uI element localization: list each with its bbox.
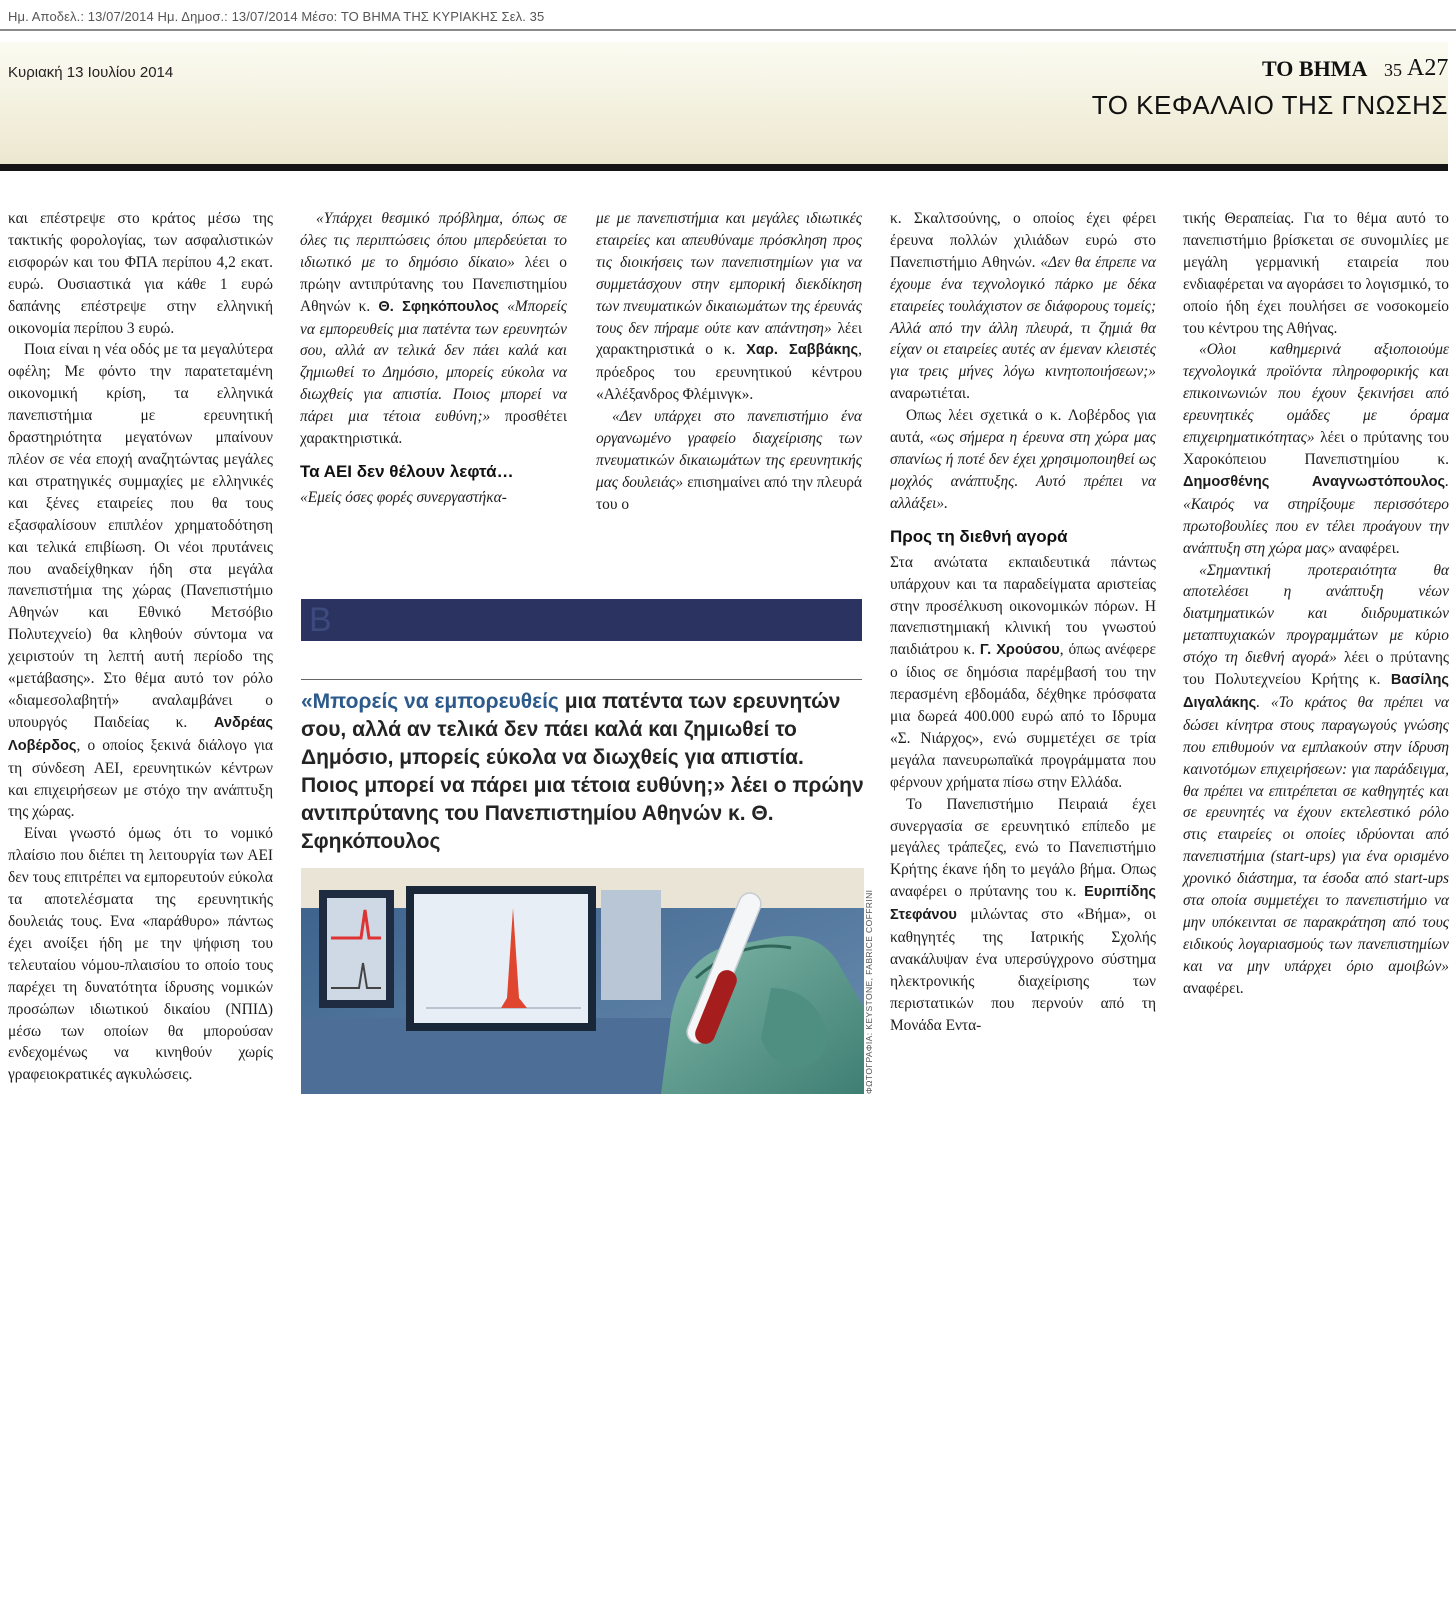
paragraph: «Ολοι καθημερινά αξιοποιούμε τεχνολογικά προϊόντα πληροφορικής και επικοινωνιών που έχουν ξεκινήσει από ερευνητικές ομάδες με όραμα επιχειρηματικότητας» λέει ο πρύτανης του Χαροκόπειου Πανεπιστημίου κ. Δημοσθένης Αναγνωστόπουλος. «Καιρός να στηρίξουμε περισσότερο πρωτοβουλίες που εν τέλει προάγουν την ανάπτυξη στη χώρα μας» αναφέρει. <box>1183 341 1449 557</box>
quote: «Δεν υπάρχει στο πανεπιστήμιο ένα οργανωμένο γραφείο διαχείρισης των πνευματικών δικαιωμάτων της ερευνητικής μας δουλειάς» <box>596 408 862 491</box>
paragraph: Είναι γνωστό όμως ότι το νομικό πλαίσιο που διέπει τη λειτουργία των ΑΕΙ δεν τους επιτρέπει να εμπορευτούν εύκολα τα αποτελέσματα της ερευνητικής δουλειάς τους. Ενα «παράθυρο» πάντως έχει ανοίξει ήδη με την ψήφιση του τελευταίου νόμου-πλαισίου το οποίο τους παρέχει τη δυνατότητα ίδρυσης νομικών προσώπων ιδιωτικού δικαίου (ΝΠΙΔ) μέσω των οποίων θα μπορούσαν ενδεχομένως να κινηθούν χωρίς γραφειοκρατικές αγκυλώσεις. <box>8 825 273 1084</box>
paragraph: τικής Θεραπείας. Για το θέμα αυτό το πανεπιστήμιο βρίσκεται σε συνομιλίες με μεγάλη γερμανική εταιρεία που ενδιαφέρεται να αγοράσει το λογισμικό, το οποίο ήδη έχει πουλήσει σε νοσοκομείο του κέντρου της Αθήνας. <box>1183 210 1449 337</box>
quote: «ως σήμερα η έρευνα στη χώρα μας σπανίως ή ποτέ δεν έχει χρησιμοποιηθεί ως μοχλός ανάπτυξης. Αυτό πρέπει να αλλάξει». <box>890 429 1156 512</box>
subheading: Τα ΑΕΙ δεν θέλουν λεφτά… <box>300 461 514 481</box>
pullquote: «Μπορείς να εμπορευθείς μια πατέντα των ερευνητών σου, αλλά αν τελικά δεν πάει καλά και ζημιωθεί το Δημόσιο, μπορείς εύκολα να διωχθείς για απιστία. Ποιος μπορεί να πάρει μια τέτοια ευθύνη;» λέει ο πρώην αντιπρύτανης του Πανεπιστημίου Αθηνών κ. Θ. Σφηκόπουλος <box>301 690 864 853</box>
section-title: ΤΟ ΚΕΦΑΛΑΙΟ ΤΗΣ ΓΝΩΣΗΣ <box>1091 90 1448 120</box>
issue-date: Κυριακή 13 Ιουλίου 2014 <box>8 64 174 81</box>
newspaper-name: ΤΟ ΒΗΜΑ <box>1262 56 1368 81</box>
person-name: Βασίλης Διγαλάκης <box>1183 672 1449 711</box>
person-name: Θ. Σφηκόπουλος <box>378 298 499 315</box>
quote: «Δεν θα έπρεπε να έχουμε ένα τεχνολογικό πάρκο με δέκα εταιρείες τουλάχιστον σε διάφορους τομείς; Αλλά από την άλλη πλευρά, τι ζημιά θα είχαν οι εταιρείες αυτές αν έμεναν κλειστές για τρεις μήνες λόγω κινητοποιήσεων;» <box>890 253 1156 381</box>
article-column-5 <box>1183 208 1449 1000</box>
quote: «Εμείς όσες φορές συνεργαστήκα- <box>300 488 507 506</box>
paragraph: «Υπάρχει θεσμικό πρόβλημα, όπως σε όλες τις περιπτώσεις όπου μπερδεύεται το ιδιωτικό με το δημόσιο δίκαιο» λέει ο πρώην αντιπρύτανης του Πανεπιστημίου Αθηνών κ. Θ. Σφηκόπουλος «Μπορείς να εμπορευθείς μια πατέντα των ερευνητών σου, αλλά αν τελικά δεν πάει καλά και ζημιωθεί το Δημόσιο, μπορείς εύκολα να διωχθείς για απιστία. Ποιος μπορεί να πάρει μια τέτοια ευθύνη;» προσθέτει χαρακτηριστικά. <box>300 210 567 448</box>
paragraph: κ. Σκαλτσούνης, ο οποίος έχει φέρει έρευνα πολλών χιλιάδων ευρώ στο Πανεπιστήμιο Αθηνών. «Δεν θα έπρεπε να έχουμε ένα τεχνολογικό πάρκο με δέκα εταιρείες τουλάχιστον σε διάφορους τομείς; Αλλά από την άλλη πλευρά, τι ζημιά θα είχαν οι εταιρείες αυτές αν έμεναν κλειστές για τρεις μήνες λόγω κινητοποιήσεων;» αναρωτιέται. <box>890 210 1156 403</box>
paragraph: Στα ανώτατα εκπαιδευτικά πάντως υπάρχουν και τα παραδείγματα αριστείας στην προσέλκυση οικονομικών πόρων. Η πανεπιστημιακή κλινική του γνωστού παιδιάτρου κ. Γ. Χρούσου, όπως ανέφερε ο ίδιος σε δημόσια παρέμβασή του την περασμένη εβδομάδα, δέχθηκε πρόσφατα μια δωρεά 400.000 ευρώ από το Ιδρυμα «Σ. Νιάρχος», ενώ συμμετέχει σε τρία μεγάλα πανευρωπαϊκά προγράμματα που φέρνουν χρήματα πίσω στην Ελλάδα. <box>890 553 1156 791</box>
section-banner <box>301 599 862 641</box>
masthead-rule <box>0 164 1448 171</box>
article-column-1 <box>8 208 273 1086</box>
quote: «Υπάρχει θεσμικό πρόβλημα, όπως σε όλες τις περιπτώσεις όπου μπερδεύεται το ιδιωτικό με το δημόσιο δίκαιο» <box>300 210 567 271</box>
pullquote-highlight: «Μπορείς να εμπορευθείς <box>301 690 559 713</box>
article-column-4 <box>890 208 1156 1037</box>
banner-letter: B <box>309 601 332 639</box>
person-name: Ανδρέας Λοβέρδος <box>8 714 273 754</box>
paragraph: Το Πανεπιστήμιο Πειραιά έχει συνεργασία σε ερευνητικό επίπεδο με μεγάλες τράπεζες, ενώ το Πανεπιστήμιο Κρήτης έκανε ήδη το μεγάλο βήμα. Οπως αναφέρει ο πρύτανης του κ. Ευριπίδης Στεφάνου μιλώντας στο «Βήμα», οι καθηγητές της Ιατρικής Σχολής ανακάλυψαν ένα υπερσύγχρονο σύστημα ηλεκτρονικής διαχείρισης των περιστατικών που περνούν από τη Μονάδα Εντα- <box>890 795 1156 1034</box>
gloved-hand-test-tube-image <box>301 868 864 1094</box>
article-column-2 <box>300 208 567 509</box>
article-column-3 <box>596 208 862 516</box>
pullquote-rule <box>301 679 862 680</box>
quote: «Σημαντική προτεραιότητα θα αποτελέσει η ανάπτυξη νέων διατμηματικών και διιδρυματικών μεταπτυχιακών προγραμμάτων με κύριο στόχο τη διεθνή αγορά» <box>1183 561 1449 667</box>
page-code: A27 <box>1407 55 1449 81</box>
person-name: Γ. Χρούσου <box>979 642 1060 659</box>
paragraph: «Σημαντική προτεραιότητα θα αποτελέσει η ανάπτυξη νέων διατμηματικών και διιδρυματικών μεταπτυχιακών προγραμμάτων με κύριο στόχο τη διεθνή αγορά» λέει ο πρύτανης του Πολυτεχνείου Κρήτης κ. Βασίλης Διγαλάκης. «Το κράτος θα πρέπει να δώσει κίνητρα στους παραγωγούς γνώσης που επιθυμούν να εμπλακούν στην ίδρυση καινοτόμων επιχειρήσεων: για παράδειγμα, θα πρέπει να επιτρέπεται σε καθηγητές και σε ερευνητές να έχουν εκτελεστικό ρόλο στις εταιρείες οι οποίες ιδρύονται από πανεπιστήμια (start-ups) για ένα ορισμένο χρονικό διάστημα, τα έσοδα από start-ups στα οποία συμμετέχει το πανεπιστήμιο να μην υπόκεινται σε παρακράτηση από τους ειδικούς λογαριασμούς των πανεπιστημίων και να μην υπάρχει όριο αμοιβών» αναφέρει. <box>1183 561 1449 997</box>
lab-photo <box>301 868 864 1094</box>
masthead <box>0 42 1448 166</box>
clipping-divider <box>0 29 1456 31</box>
subheading: Προς τη διεθνή αγορά <box>890 526 1068 546</box>
paragraph: με με πανεπιστήμια και μεγάλες ιδιωτικές εταιρείες και απευθύναμε πρόσκληση προς τις διοικήσεις των πανεπιστημίων για να συμμετάσχουν στην εμπορική διεκδίκηση των πνευματικών δικαιωμάτων της έρευνάς τους δεν πήραμε ούτε καν απάντηση» λέει χαρακτηριστικά ο κ. Χαρ. Σαββάκης, πρόεδρος του ερευνητικού κέντρου «Αλέξανδρος Φλέμινγκ». <box>596 210 862 404</box>
quote: «Μπορείς να εμπορευθείς μια πατέντα των ερευνητών σου, αλλά αν τελικά δεν πάει καλά και ζημιωθεί το Δημόσιο, μπορείς εύκολα να διωχθείς για απιστία. Ποιος μπορεί να πάρει μια τέτοια ευθύνη;» <box>300 297 567 426</box>
person-name: Δημοσθένης Αναγνωστόπουλος <box>1183 473 1446 490</box>
page-number: 35 <box>1384 60 1402 80</box>
paragraph: «Δεν υπάρχει στο πανεπιστήμιο ένα οργανωμένο γραφείο διαχείρισης των πνευματικών δικαιωμάτων της ερευνητικής μας δουλειάς» επισημαίνει από την πλευρά του ο <box>596 408 862 513</box>
paragraph: και επέστρεψε στο κράτος μέσω της τακτικής φορολογίας, των ασφαλιστικών εισφορών και του ΦΠΑ περίπου 4,2 εκατ. ευρώ. Ουσιαστικά για κάθε 1 ευρώ δαπάνης επέστρεψε στην ελληνική οικονομία περίπου 3 ευρώ. <box>8 210 273 337</box>
photo-credit: ΦΩΤΟΓΡΑΦΙΑ: KEYSTONE, FABRICE COFFRINI <box>864 889 874 1094</box>
quote: . «Καιρός να στηρίξουμε περισσότερο πρωτοβουλίες που εν τέλει προάγουν την ανάπτυξη στη χώρα μας» <box>1183 472 1449 557</box>
quote: . «Το κράτος θα πρέπει να δώσει κίνητρα στους παραγωγούς γνώσης που επιθυμούν να εμπλακούν στην ίδρυση καινοτόμων επιχειρήσεων: για παράδειγμα, θα πρέπει να επιτρέπεται σε καθηγητές και σε ερευνητές να έχουν εκτελεστικό ρόλο στις εταιρείες οι οποίες ιδρύονται από πανεπιστήμια (start-ups) για ένα ορισμένο χρονικό διάστημα, τα έσοδα από start-ups στα οποία συμμετέχει το πανεπιστήμιο να μην υπόκεινται σε παρακράτηση από τους ειδικούς λογαριασμούς των πανεπιστημίων και να μην υπάρχει όριο αμοιβών» <box>1183 693 1449 975</box>
paragraph: Ποια είναι η νέα οδός με τα μεγαλύτερα οφέλη; Με φόντο την παρατεταμένη οικονομική κρίση, τα ελληνικά πανεπιστήμια με ερευνητική δραστηριότητα μεγατόνων μπαίνουν πλέον σε νέα εποχή αναζητώντας μεγάλες και στρατηγικές συμμαχίες με ελληνικές και ξένες εταιρείες που θα τους εξασφαλίσουν επιπλέον χρηματοδότηση και τελικά επιβίωση. Οι νέοι πρυτάνεις που αναδείχθηκαν ήδη στα μεγάλα πανεπιστήμια της χώρας (Πανεπιστήμιο Αθηνών και Εθνικό Μετσόβιο Πολυτεχνείο) θα κληθούν σύντομα να χειριστούν τη λεπτή αυτή περίοδο της «μετάβασης». Στο θέμα αυτό τον ρόλο «διαμεσολαβητή» αναλαμβάνει ο υπουργός Παιδείας κ. Ανδρέας Λοβέρδος, ο οποίος ξεκινά διάλογο για τη σύνδεση ΑΕΙ, ερευνητικών κέντρων και επιχειρήσεων με στόχο την ανάπτυξη της χώρας. <box>8 341 273 821</box>
paragraph <box>300 487 567 509</box>
person-name: Χαρ. Σαββάκης <box>746 342 859 359</box>
clipping-metadata: Ημ. Αποδελ.: 13/07/2014 Ημ. Δημοσ.: 13/07/2014 Μέσο: ΤΟ ΒΗΜΑ ΤΗΣ ΚΥΡΙΑΚΗΣ Σελ. 35 <box>8 9 545 24</box>
paragraph: Οπως λέει σχετικά ο κ. Λοβέρδος για αυτά, «ως σήμερα η έρευνα στη χώρα μας σπανίως ή ποτέ δεν έχει χρησιμοποιηθεί ως μοχλός ανάπτυξης. Αυτό πρέπει να αλλάξει». <box>890 407 1156 512</box>
quote: με με πανεπιστήμια και μεγάλες ιδιωτικές εταιρείες και απευθύναμε πρόσκληση προς τις διοικήσεις των πανεπιστημίων για να συμμετάσχουν στην εμπορική διεκδίκηση των πνευματικών δικαιωμάτων της έρευνάς τους δεν πήραμε ούτε καν απάντηση» <box>596 210 862 337</box>
quote: «Ολοι καθημερινά αξιοποιούμε τεχνολογικά προϊόντα πληροφορικής και επικοινωνιών που έχουν ξεκινήσει από ερευνητικές ομάδες με όραμα επιχειρηματικότητας» <box>1183 341 1449 447</box>
person-name: Ευριπίδης Στεφάνου <box>890 884 1156 924</box>
